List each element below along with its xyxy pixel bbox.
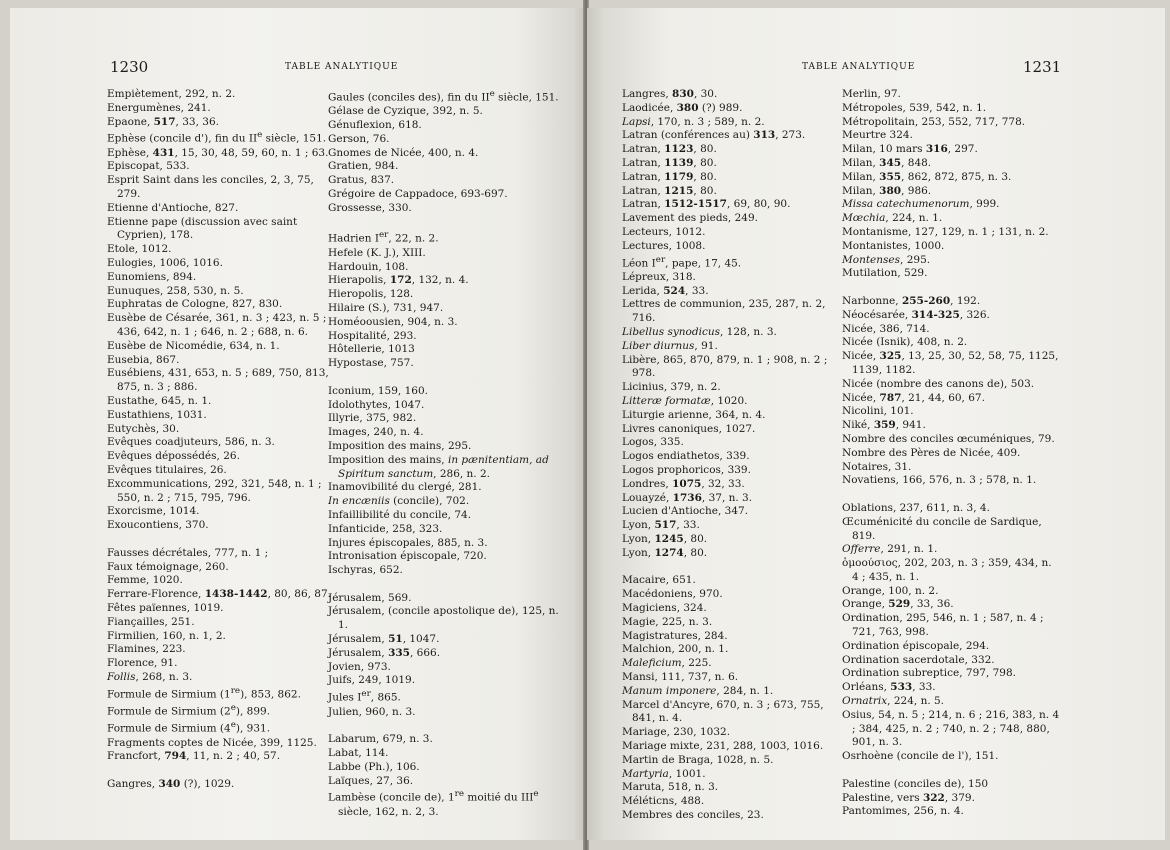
index-entry: Milan, 355, 862, 872, 875, n. 3. [842, 170, 1012, 183]
index-entry: Fêtes païennes, 1019. [107, 601, 224, 614]
index-entry: Nicolini, 101. [842, 405, 914, 418]
index-entry: Lépreux, 318. [622, 270, 696, 283]
index-entry: Exorcisme, 1014. [107, 505, 200, 518]
index-entry: Flamines, 223. [107, 643, 186, 656]
section-gap [107, 533, 332, 547]
index-entry: Logos prophoricos, 339. [622, 464, 751, 477]
index-entry: Martin de Braga, 1028, n. 5. [622, 753, 774, 766]
index-entry: Formule de Sirmium (4e), 931. [107, 720, 271, 735]
section-gap [842, 281, 1060, 295]
index-entry: Jules Ier, 865. [328, 689, 401, 704]
index-column-left-1 [107, 88, 332, 792]
index-entry: Idolothytes, 1047. [328, 398, 425, 411]
index-entry: Latran, 1179, 80. [622, 170, 717, 183]
section-gap [328, 371, 560, 385]
index-entry: Empiètement, 292, n. 2. [107, 88, 236, 100]
index-entry: Louayzé, 1736, 37, n. 3. [622, 491, 753, 504]
index-entry: Néocésarée, 314-325, 326. [842, 308, 990, 321]
index-entry: Meurtre 324. [842, 129, 913, 142]
index-entry: Nicée, 325, 13, 25, 30, 52, 58, 75, 1125, 1139, 1182. [842, 350, 1059, 376]
index-entry: Euphratas de Cologne, 827, 830. [107, 298, 283, 311]
index-entry: Liturgie arienne, 364, n. 4. [622, 408, 766, 421]
index-entry: Mœchia, 224, n. 1. [842, 212, 943, 225]
page-number-right: 1231 [1023, 58, 1062, 76]
index-entry: Métropolitain, 253, 552, 717, 778. [842, 115, 1026, 128]
index-entry: Fausses décrétales, 777, n. 1 ; [107, 546, 269, 559]
index-entry: Ornatrix, 224, n. 5. [842, 695, 945, 708]
index-entry: Mariage mixte, 231, 288, 1003, 1016. [622, 739, 824, 752]
index-entry: ὁμοούσιος, 202, 203, n. 3 ; 359, 434, n. 4 ; 435, n. 1. [842, 557, 1052, 583]
index-entry: Nicée (Isnik), 408, n. 2. [842, 336, 968, 349]
index-entry: In encæniis (concile), 702. [328, 495, 470, 508]
index-entry: Malchion, 200, n. 1. [622, 643, 729, 656]
index-entry: Léon Ier, pape, 17, 45. [622, 254, 742, 270]
index-entry: Lettres de communion, 235, 287, n. 2, 716. [622, 298, 826, 325]
index-entry: Images, 240, n. 4. [328, 426, 424, 439]
index-entry: Hilaire (S.), 731, 947. [328, 301, 444, 314]
index-entry: Formule de Sirmium (2e), 899. [107, 703, 271, 718]
index-entry: Julien, 960, n. 3. [328, 705, 416, 718]
index-entry: Lyon, 517, 33. [622, 519, 700, 532]
index-entry: Narbonne, 255-260, 192. [842, 294, 981, 307]
index-entry: Fragments coptes de Nicée, 399, 1125. [107, 736, 317, 749]
index-entry: Laodicée, 380 (?) 989. [622, 101, 743, 114]
left-page [10, 8, 585, 840]
index-entry: Latran, 1215, 80. [622, 184, 717, 197]
index-entry: Licinius, 379, n. 2. [622, 381, 721, 394]
right-page [587, 8, 1165, 840]
index-entry: Ephèse (concile d'), fin du IIe siècle, 151. [107, 130, 327, 145]
index-entry: Génuflexion, 618. [328, 119, 422, 132]
index-entry: Hadrien Ier, 22, n. 2. [328, 230, 439, 245]
index-entry: Hardouin, 108. [328, 260, 409, 273]
index-entry: Labbe (Ph.), 106. [328, 760, 420, 773]
index-entry: Montanisme, 127, 129, n. 1 ; 131, n. 2. [842, 225, 1049, 238]
index-entry: Imposition des mains, in pænitentiam, ad Spiritum sanctum, 286, n. 2. [328, 453, 549, 480]
index-entry: Excommunications, 292, 321, 548, n. 1 ; 550, n. 2 ; 715, 795, 796. [107, 477, 322, 504]
index-entry: Hefele (K. J.), XIII. [328, 246, 426, 259]
index-entry: Pantomimes, 256, n. 4. [842, 805, 964, 818]
index-entry: Oblations, 237, 611, n. 3, 4. [842, 501, 990, 514]
index-entry: Lyon, 1245, 80. [622, 533, 708, 545]
index-entry: Milan, 10 mars 316, 297. [842, 143, 978, 156]
index-entry: Liber diurnus, 91. [622, 339, 718, 352]
index-entry: Milan, 345, 848. [842, 156, 932, 169]
index-entry: Orléans, 533, 33. [842, 681, 936, 694]
index-entry: Ordination subreptice, 797, 798. [842, 667, 1016, 680]
index-entry: Eulogies, 1006, 1016. [107, 257, 223, 270]
index-entry: Epaone, 517, 33, 36. [107, 115, 219, 128]
index-entry: Eustathe, 645, n. 1. [107, 395, 212, 408]
index-entry: Florence, 91. [107, 657, 178, 670]
index-entry: Mariage, 230, 1032. [622, 726, 731, 739]
index-entry: Magie, 225, n. 3. [622, 615, 713, 628]
index-entry: Firmilien, 160, n. 1, 2. [107, 629, 226, 642]
index-entry: Laïques, 27, 36. [328, 774, 414, 787]
index-entry: Livres canoniques, 1027. [622, 422, 756, 435]
index-entry: Lavement des pieds, 249. [622, 212, 758, 225]
index-entry: Jérusalem, (concile apostolique de), 125, n. 1. [328, 605, 559, 632]
index-entry: Gratus, 837. [328, 174, 395, 187]
index-entry: Logos endiathetos, 339. [622, 450, 750, 463]
index-entry: Maruta, 518, n. 3. [622, 781, 719, 794]
index-entry: Formule de Sirmium (1re), 853, 862. [107, 685, 301, 701]
index-entry: Manum imponere, 284, n. 1. [622, 684, 774, 697]
index-entry: Œcuménicité du concile de Sardique, 819. [842, 515, 1042, 542]
index-entry: Lucien d'Antioche, 347. [622, 505, 749, 518]
index-entry: Lyon, 1274, 80. [622, 546, 708, 559]
index-entry: Libellus synodicus, 128, n. 3. [622, 326, 777, 339]
index-entry: Infanticide, 258, 323. [328, 522, 443, 535]
index-entry: Etienne pape (discussion avec saint Cyprien), 178. [107, 215, 298, 242]
index-entry: Evêques coadjuteurs, 586, n. 3. [107, 436, 275, 449]
index-entry: Missa catechumenorum, 999. [842, 198, 1000, 211]
index-entry: Ischyras, 652. [328, 564, 403, 577]
index-entry: Ferrare-Florence, 1438-1442, 80, 86, 87. [107, 588, 332, 601]
running-head-left: TABLE ANALYTIQUE [285, 62, 399, 72]
index-entry: Nombre des Pères de Nicée, 409. [842, 446, 1021, 459]
index-entry: Grossesse, 330. [328, 201, 412, 214]
index-entry: Nombre des conciles œcuméniques, 79. [842, 432, 1055, 445]
index-entry: Membres des conciles, 23. [622, 808, 764, 821]
index-entry: Niké, 359, 941. [842, 419, 926, 432]
index-entry: Eusébiens, 431, 653, n. 5 ; 689, 750, 813, 875, n. 3 ; 886. [107, 367, 329, 394]
index-column-right-1 [622, 88, 847, 823]
index-entry: Labarum, 679, n. 3. [328, 733, 433, 746]
index-entry: Méléticns, 488. [622, 795, 705, 808]
index-entry: Imposition des mains, 295. [328, 439, 472, 452]
index-entry: Jérusalem, 51, 1047. [328, 633, 440, 646]
index-entry: Gélase de Cyzique, 392, n. 5. [328, 105, 483, 118]
index-entry: Evêques dépossédés, 26. [107, 450, 240, 463]
index-entry: Montanistes, 1000. [842, 239, 945, 252]
index-entry: Macaire, 651. [622, 574, 696, 587]
section-gap [842, 488, 1060, 502]
index-entry: Offerre, 291, n. 1. [842, 543, 938, 556]
index-entry: Osius, 54, n. 5 ; 214, n. 6 ; 216, 383, n. 4 ; 384, 425, n. 2 ; 740, n. 2 ; 748, 880, 901, n. 3. [842, 708, 1060, 749]
index-entry: Francfort, 794, 11, n. 2 ; 40, 57. [107, 750, 281, 763]
index-entry: Gnomes de Nicée, 400, n. 4. [328, 146, 479, 159]
index-entry: Notaires, 31. [842, 460, 912, 473]
index-entry: Latran, 1123, 80. [622, 143, 717, 156]
index-entry: Martyria, 1001. [622, 767, 706, 780]
index-entry: Gerson, 76. [328, 132, 390, 145]
index-entry: Nicée, 386, 714. [842, 322, 930, 335]
index-entry: Magiciens, 324. [622, 601, 707, 614]
index-entry: Energumènes, 241. [107, 101, 211, 114]
index-entry: Osrhoène (concile de l'), 151. [842, 750, 999, 763]
index-entry: Injures épiscopales, 885, n. 3. [328, 536, 488, 549]
running-head-right: TABLE ANALYTIQUE [802, 62, 916, 72]
section-gap [842, 764, 1060, 778]
index-entry: Novatiens, 166, 576, n. 3 ; 578, n. 1. [842, 474, 1037, 487]
index-entry: Merlin, 97. [842, 88, 901, 100]
index-entry: Lectures, 1008. [622, 239, 706, 252]
index-entry: Marcel d'Ancyre, 670, n. 3 ; 673, 755, 841, n. 4. [622, 698, 824, 725]
index-entry: Femme, 1020. [107, 574, 183, 587]
index-entry: Evêques titulaires, 26. [107, 464, 227, 477]
section-gap [328, 578, 560, 592]
index-entry: Métropoles, 539, 542, n. 1. [842, 101, 987, 114]
index-entry: Orange, 100, n. 2. [842, 584, 939, 597]
index-column-right-2 [842, 88, 1060, 819]
index-entry: Eunuques, 258, 530, n. 5. [107, 284, 244, 297]
index-entry: Eunomiens, 894. [107, 270, 197, 283]
index-entry: Illyrie, 375, 982. [328, 412, 417, 425]
index-entry: Orange, 529, 33, 36. [842, 598, 954, 611]
index-entry: Londres, 1075, 32, 33. [622, 477, 745, 490]
index-entry: Latran (conférences au) 313, 273. [622, 129, 806, 142]
index-entry: Latran, 1512-1517, 69, 80, 90. [622, 198, 791, 211]
index-entry: Logos, 335. [622, 436, 684, 449]
index-entry: Palestine, vers 322, 379. [842, 791, 975, 804]
index-entry: Litteræ formatæ, 1020. [622, 395, 748, 408]
index-entry: Magistratures, 284. [622, 629, 728, 642]
index-entry: Inamovibilité du clergé, 281. [328, 481, 482, 494]
index-entry: Hieropolis, 128. [328, 288, 414, 301]
index-entry: Lerida, 524, 33. [622, 284, 709, 297]
index-entry: Hierapolis, 172, 132, n. 4. [328, 274, 469, 287]
index-entry: Intronisation épiscopale, 720. [328, 550, 487, 563]
section-gap [328, 216, 560, 230]
index-entry: Jovien, 973. [328, 660, 391, 673]
index-entry: Libère, 865, 870, 879, n. 1 ; 908, n. 2 ; 978. [622, 353, 828, 380]
index-entry: Follis, 268, n. 3. [107, 670, 193, 683]
index-entry: Ordination sacerdotale, 332. [842, 653, 995, 666]
index-entry: Jérusalem, 335, 666. [328, 646, 441, 659]
page-number-left: 1230 [110, 58, 149, 76]
index-entry: Lambèse (concile de), 1re moitié du IIIe siècle, 162, n. 2, 3. [328, 789, 539, 818]
section-gap [107, 764, 332, 778]
section-gap [328, 719, 560, 733]
index-entry: Lecteurs, 1012. [622, 225, 706, 238]
index-entry: Maleficium, 225. [622, 657, 712, 670]
index-entry: Gratien, 984. [328, 160, 399, 173]
index-entry: Faux témoignage, 260. [107, 560, 229, 573]
index-entry: Hypostase, 757. [328, 357, 414, 370]
index-column-left-2 [328, 88, 560, 819]
index-entry: Mutilation, 529. [842, 267, 928, 280]
index-entry: Homéoousien, 904, n. 3. [328, 315, 458, 328]
index-entry: Latran, 1139, 80. [622, 156, 717, 169]
index-entry: Ephèse, 431, 15, 30, 48, 59, 60, n. 1 ; 63. [107, 146, 329, 159]
index-entry: Eusèbe de Nicomédie, 634, n. 1. [107, 339, 280, 352]
index-entry: Episcopat, 533. [107, 160, 190, 173]
index-entry: Exoucontiens, 370. [107, 519, 209, 532]
index-entry: Lapsi, 170, n. 3 ; 589, n. 2. [622, 115, 765, 128]
index-entry: Eusèbe de Césarée, 361, n. 3 ; 423, n. 5 ; 436, 642, n. 1 ; 646, n. 2 ; 688, n. 6. [107, 312, 327, 339]
index-entry: Montenses, 295. [842, 253, 931, 266]
index-entry: Etienne d'Antioche, 827. [107, 201, 239, 214]
index-entry: Esprit Saint dans les conciles, 2, 3, 75, 279. [107, 174, 314, 201]
index-entry: Hôtellerie, 1013 [328, 343, 415, 356]
index-entry: Nicée (nombre des canons de), 503. [842, 377, 1035, 390]
index-entry: Juifs, 249, 1019. [328, 674, 416, 687]
index-entry: Eusebia, 867. [107, 353, 180, 366]
index-entry: Iconium, 159, 160. [328, 384, 428, 397]
index-entry: Fiançailles, 251. [107, 615, 195, 628]
index-entry: Jérusalem, 569. [328, 591, 412, 604]
index-entry: Milan, 380, 986. [842, 184, 932, 197]
index-entry: Etole, 1012. [107, 243, 172, 256]
index-entry: Langres, 830, 30. [622, 88, 718, 100]
index-entry: Nicée, 787, 21, 44, 60, 67. [842, 391, 985, 404]
index-entry: Eutychès, 30. [107, 422, 180, 435]
index-entry: Ordination épiscopale, 294. [842, 639, 990, 652]
index-entry: Mansi, 111, 737, n. 6. [622, 670, 739, 683]
index-entry: Palestine (conciles de), 150 [842, 777, 989, 790]
index-entry: Gaules (conciles des), fin du IIe siècle, 151. [328, 89, 559, 104]
index-entry: Ordination, 295, 546, n. 1 ; 587, n. 4 ; 721, 763, 998. [842, 612, 1044, 639]
index-entry: Gangres, 340 (?), 1029. [107, 778, 235, 791]
index-entry: Eustathiens, 1031. [107, 408, 207, 421]
index-entry: Macédoniens, 970. [622, 588, 723, 601]
index-entry: Hospitalité, 293. [328, 329, 417, 342]
index-entry: Labat, 114. [328, 746, 389, 759]
section-gap [622, 561, 847, 575]
index-entry: Infaillibilité du concile, 74. [328, 508, 472, 521]
index-entry: Grégoire de Cappadoce, 693-697. [328, 188, 508, 201]
